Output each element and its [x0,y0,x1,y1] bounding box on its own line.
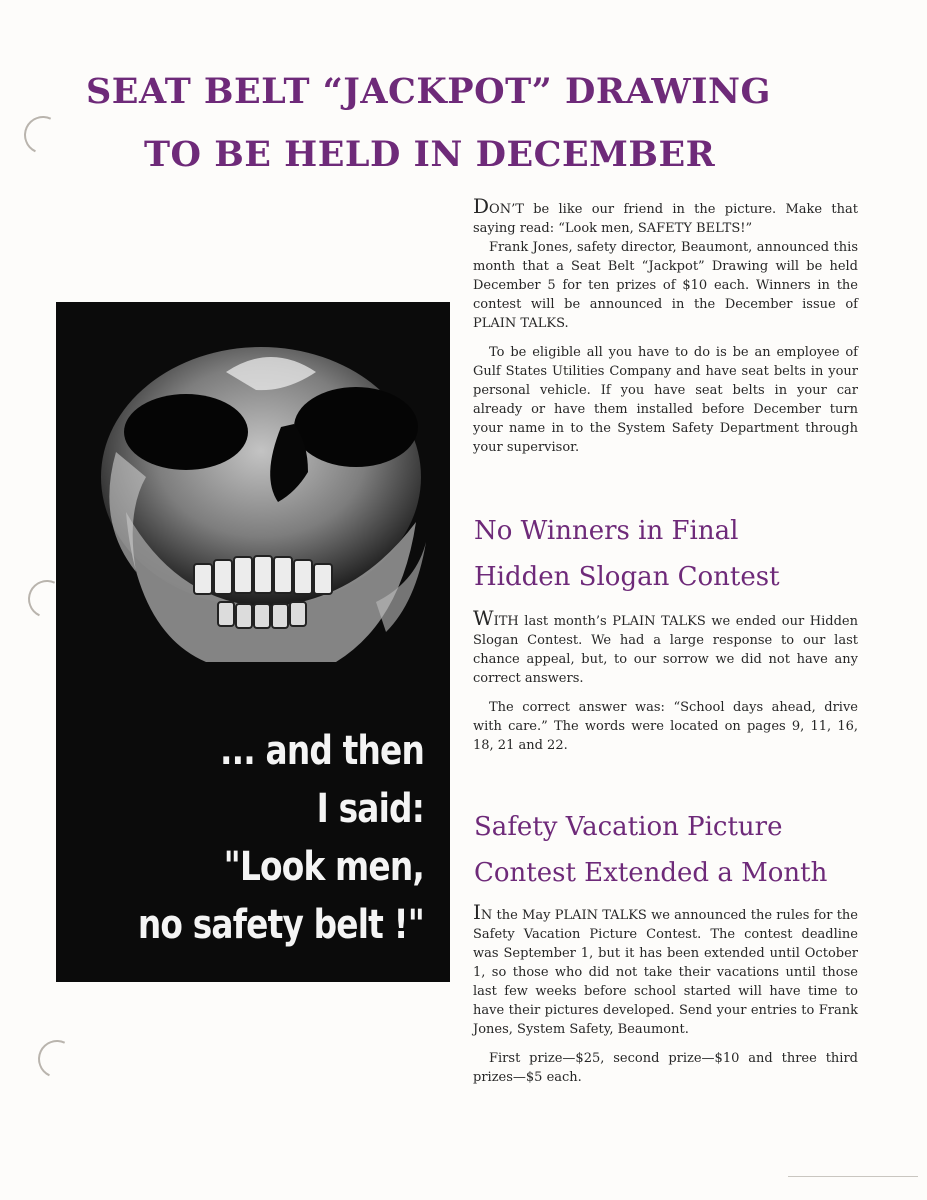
page-edge-line [788,1176,918,1177]
jackpot-paragraph-3: To be eligible all you have to do is be an employee of Gulf States Utilities Company and have seat belts in your personal vehicle. If you have seat belts in your car already or have them installed before December turn your name in to the System Safety Department through your supervisor. [473,345,858,455]
paragraph-text: ITH last month’s PLAIN TALKS we ended our Hidden Slogan Contest. We had a large response to our last chance appeal, but, to our sorrow we did not have any correct answers. [473,614,858,686]
jackpot-paragraph-2: Frank Jones, safety director, Beaumont, announced this month that a Seat Belt “Jackpot” Drawing will be held December 5 for ten prizes of $10 each. Winners in the contest will be announced in the December issue of PLAIN TALKS. [473,240,858,331]
jackpot-paragraph-1 [473,194,858,238]
paragraph-text: N the May PLAIN TALKS we announced the rules for the Safety Vacation Picture Contest. The contest deadline was September 1, but it has been extended until October 1, so those who did not take their vacations until those last few weeks before school started will have time to have their pictures developed. Send your entries to Frank Jones, System Safety, Beaumont. [473,908,858,1037]
title-line: Contest Extended a Month [474,858,828,888]
slogan-article [473,606,858,755]
vacation-paragraph-2: First prize—$25, second prize—$10 and three third prizes—$5 each. [473,1051,858,1085]
title-line: Hidden Slogan Contest [474,562,780,592]
slogan-paragraph-2: The correct answer was: “School days ahead, drive with care.” The words were located on pages 9, 11, 16, 18, 21 and 22. [473,700,858,753]
page-headline [40,60,880,186]
jackpot-article [473,194,858,457]
poster-caption [129,722,424,954]
drop-cap: D [473,194,490,218]
paragraph-text: ON’T be like our friend in the picture. Make that saying read: “Look men, SAFETY BELTS!” [473,202,858,236]
slogan-contest-title [474,508,780,600]
drop-cap: I [473,900,481,924]
punch-hole-mark [33,1035,82,1084]
poster-caption-line: "Look men, [223,844,424,890]
skull-safety-poster [56,302,450,982]
vacation-paragraph-1 [473,900,858,1039]
title-line: Safety Vacation Picture [474,812,783,842]
slogan-paragraph-1 [473,606,858,688]
headline-line-1: SEAT BELT “JACKPOT” DRAWING [86,71,771,112]
drop-cap: W [473,606,494,630]
poster-caption-line: I said: [316,786,424,832]
vacation-article [473,900,858,1087]
title-line: No Winners in Final [474,516,739,546]
headline-line-2: TO BE HELD IN DECEMBER [144,134,716,175]
poster-caption-line: no safety belt !" [137,902,424,948]
vacation-contest-title [474,804,827,896]
poster-caption-line: ... and then [220,728,424,774]
